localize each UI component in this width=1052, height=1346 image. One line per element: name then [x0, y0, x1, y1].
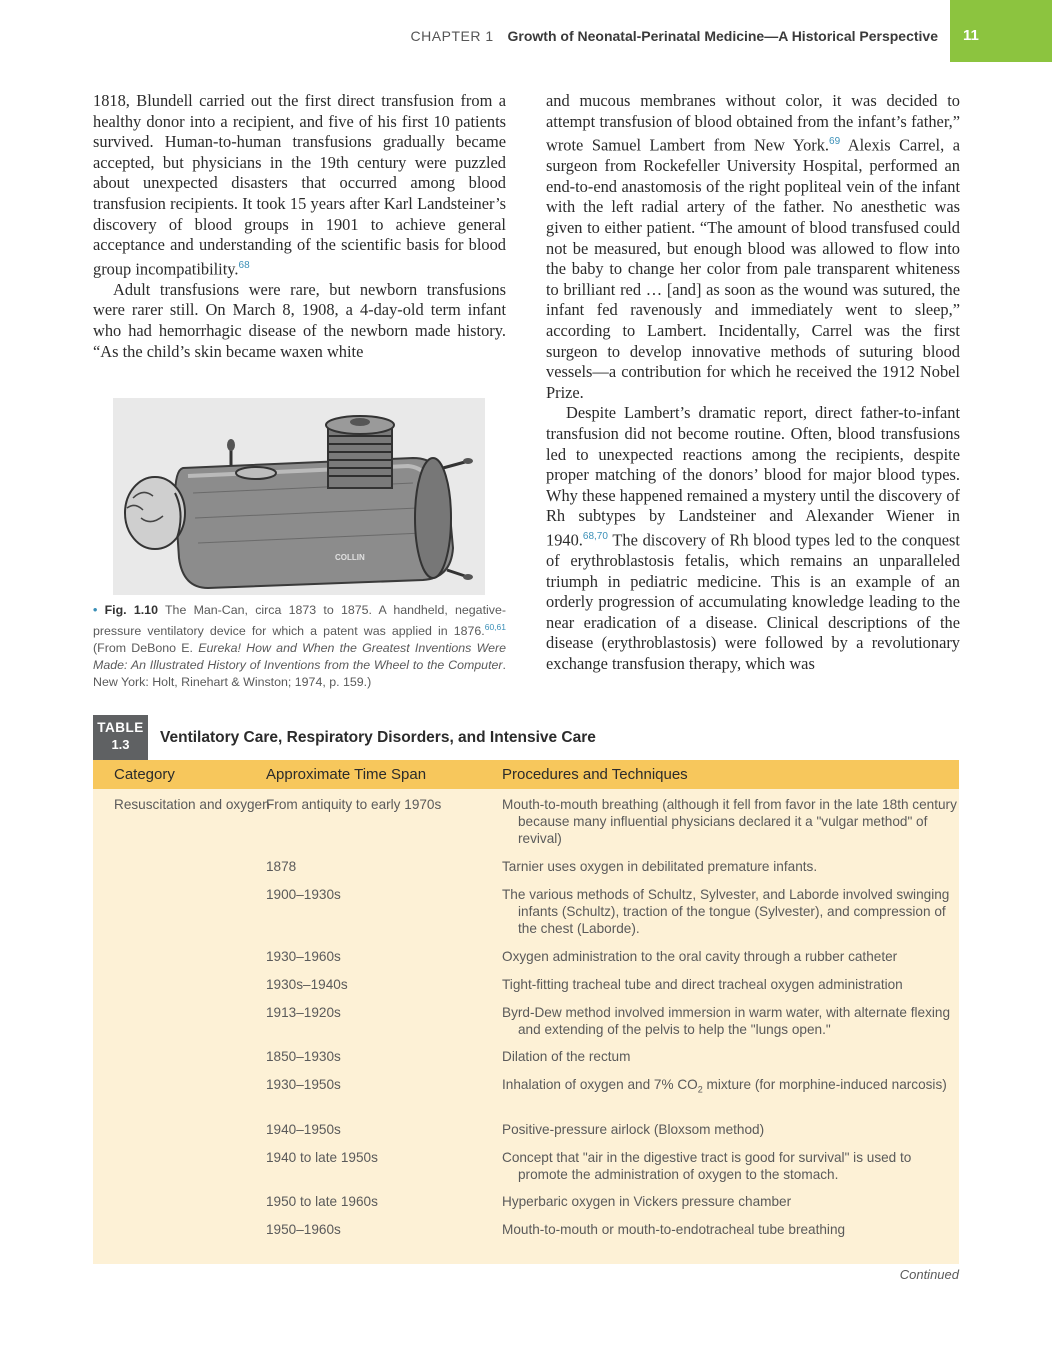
caption-source-title: Eureka! How and When the Greatest Inventions Were Made: An Illustrated History of Inventions from the Wheel to the Computer: [93, 641, 506, 673]
procedure-cell: Concept that "air in the digestive tract is good for survival" is used to promote the administration of oxygen to the stomach.: [502, 1150, 912, 1182]
time-cell: 1950 to late 1960s: [266, 1194, 378, 1209]
table-header-row: [93, 760, 959, 789]
page-number: 11: [963, 27, 979, 44]
procedure-cell: Mouth-to-mouth or mouth-to-endotracheal tube breathing: [502, 1222, 846, 1237]
reference-link[interactable]: 69: [829, 136, 841, 148]
table-badge-word: TABLE: [97, 720, 144, 735]
procedure-cell: Tarnier uses oxygen in debilitated premature infants.: [502, 859, 818, 874]
paragraph: [546, 91, 960, 403]
table-title: Ventilatory Care, Respiratory Disorders, and Intensive Care: [160, 729, 596, 746]
procedure-cell: Hyperbaric oxygen in Vickers pressure chamber: [502, 1194, 792, 1209]
subscript: 2: [697, 1084, 703, 1095]
paragraph-text: The discovery of Rh blood types led to the conquest of erythroblastosis fetalis, which remains an unparalleled triumph in pediatric medicine. This is an example of an orderly progression of accumulating knowledge leading to the near eradication of a disease. Clinical descriptions of the disease (erythroblastosis) were followed by a revolutionary exchange transfusion therapy, which was: [546, 530, 960, 673]
figure-caption: [93, 602, 506, 691]
man-can-illustration: [113, 398, 485, 595]
procedure-cell: [502, 1076, 958, 1099]
paragraph-text: Alexis Carrel, a surgeon from Rockefeller University Hospital, performed an end-to-end anastomosis of the right popliteal vein of the infant with the left radial artery of the father. No anesthetic was given to either patient. “The amount of blood transfused could not be measured, but enough blood was allowed to flow into the baby to change her color from pale transparent whiteness to brilliant red … [and] as soon as the wound was sutured, the infant fed ravenously and immediately went to sleep,” according to Lambert. Incidentally, Carrel was the first surgeon to develop innovative methods of suturing blood vessels—a contribution for which he received the 1912 Nobel Prize.: [546, 135, 960, 402]
table-badge-number: 1.3: [111, 737, 130, 752]
time-cell: 1930s–1940s: [266, 977, 348, 992]
paragraph: Adult transfusions were rare, but newborn transfusions were rarer still. On March 8, 1908, a 4-day-old term infant who had hemorrhagic disease of the newborn made history. “As the child’s skin became waxen white: [93, 279, 506, 361]
running-header: [0, 0, 1052, 62]
time-cell: 1850–1930s: [266, 1049, 341, 1064]
time-cell: From antiquity to early 1970s: [266, 797, 442, 812]
continued-note: Continued: [899, 1267, 959, 1282]
paragraph: [93, 91, 506, 280]
reference-link[interactable]: 68,70: [582, 530, 608, 542]
procedure-cell: Dilation of the rectum: [502, 1049, 631, 1064]
procedure-text: Inhalation of oxygen and 7% CO: [502, 1077, 698, 1092]
table-body: [93, 789, 959, 1264]
category-cell: Resuscitation and oxygen: [114, 797, 270, 812]
column-header-procedures: Procedures and Techniques: [502, 766, 688, 783]
procedure-text: mixture (for morphine-induced narcosis): [702, 1077, 947, 1092]
table-badge: [93, 715, 148, 760]
chapter-label: CHAPTER 1: [410, 28, 494, 44]
caption-text: The Man-Can, circa 1873 to 1875. A handheld, negative-pressure ventilatory device for which a patent was applied in 1876.: [93, 603, 506, 639]
caption-bullet: •: [93, 603, 98, 617]
page-number-tab: [950, 0, 1052, 62]
procedure-cell: Byrd-Dew method involved immersion in warm water, with alternate flexing and extending of the pelvis to help the "lungs open.": [502, 1005, 951, 1037]
figure-number: Fig. 1.10: [104, 603, 158, 617]
column-header-category: Category: [114, 766, 175, 783]
paragraph: [546, 403, 960, 674]
time-cell: 1950–1960s: [266, 1222, 341, 1237]
procedure-cell: The various methods of Schultz, Sylvester, and Laborde involved swinging infants (Schultz), traction of the tongue (Sylvester), and compression of the chest (Laborde).: [502, 887, 950, 936]
procedure-cell: Tight-fitting tracheal tube and direct tracheal oxygen administration: [502, 977, 903, 992]
time-cell: 1940–1950s: [266, 1122, 341, 1137]
time-cell: 1878: [266, 859, 297, 874]
caption-source: . New York: Holt, Rinehart & Winston; 1974, p. 159.): [93, 658, 506, 690]
paragraph-text: Despite Lambert’s dramatic report, direct father-to-infant transfusion did not become routine. Often, blood transfusions led to unexpected reactions among the recipients, despite proper matching of the donors’ blood for major blood types. Why these happened remained a mystery until the discovery of Rh subtypes by Landsteiner and Alexander Wiener in 1940.: [546, 403, 960, 550]
column-header-time-span: Approximate Time Span: [266, 766, 427, 783]
header-text: [411, 28, 938, 44]
procedure-cell: Positive-pressure airlock (Bloxsom method): [502, 1122, 765, 1137]
time-cell: 1930–1950s: [266, 1077, 341, 1092]
reference-link[interactable]: 68: [238, 259, 250, 271]
reference-link[interactable]: 60,61: [484, 622, 506, 632]
procedure-cell: Mouth-to-mouth breathing (although it fell from favor in the late 18th century because many influential physicians declared it a "vulgar method" of revival): [502, 797, 957, 846]
left-column: [93, 91, 506, 362]
right-column: [546, 91, 960, 675]
paragraph-text: 1818, Blundell carried out the first direct transfusion from a healthy donor into a recipient, and five of his first 10 patients survived. Human-to-human transfusions gradually became accepted, but physicians in the 19th century were puzzled about unexpected disasters that occurred among blood transfusion recipients. It took 15 years after Karl Landsteiner’s discovery of blood groups in 1901 to achieve general acceptance and understanding of the scientific basis for blood group incompatibility.: [93, 91, 506, 279]
time-cell: 1913–1920s: [266, 1005, 341, 1020]
paragraph-text: and mucous membranes without color, it was decided to attempt transfusion of blood obtained from the infant’s father,” wrote Samuel Lambert from New York.: [546, 91, 960, 155]
time-cell: 1940 to late 1950s: [266, 1150, 378, 1165]
figure-man-can-image: [113, 398, 485, 595]
procedure-cell: Oxygen administration to the oral cavity through a rubber catheter: [502, 949, 898, 964]
time-cell: 1930–1960s: [266, 949, 341, 964]
time-cell: 1900–1930s: [266, 887, 341, 902]
device-label: COLLIN: [335, 553, 365, 562]
caption-source: (From DeBono E.: [93, 641, 199, 656]
chapter-title: Growth of Neonatal-Perinatal Medicine—A Historical Perspective: [507, 28, 938, 44]
